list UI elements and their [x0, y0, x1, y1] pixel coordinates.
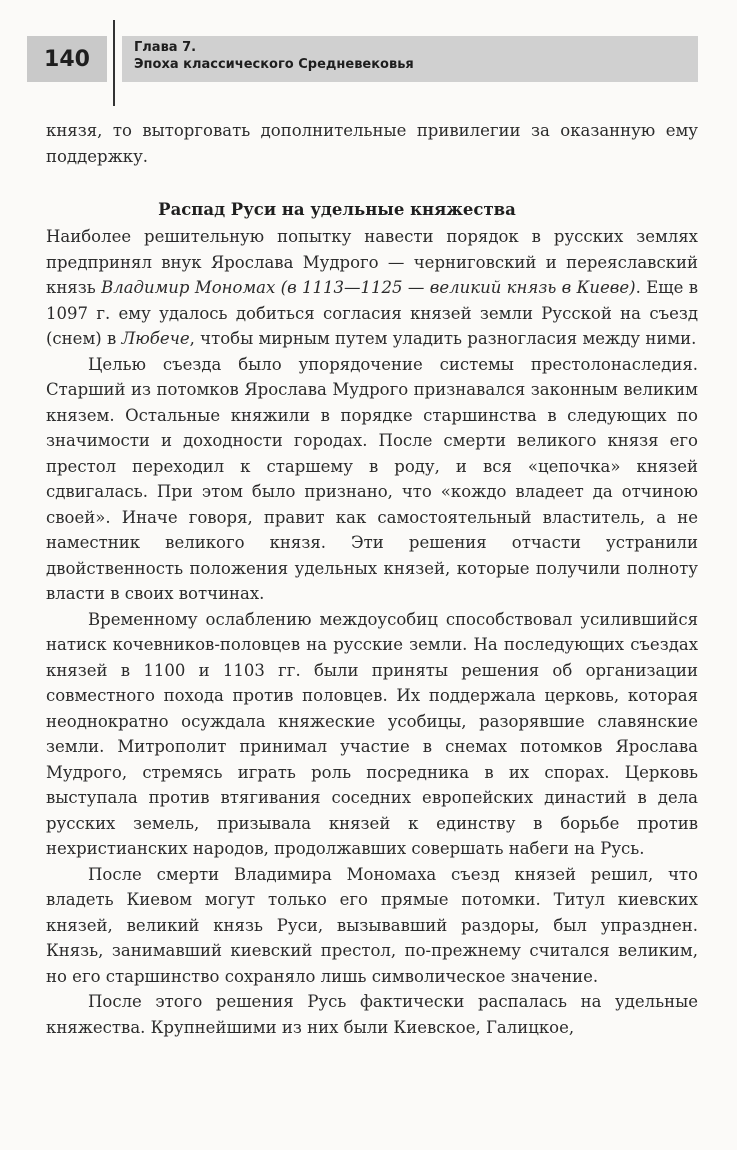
- paragraph-3: Временному ослаблению междоусобиц способствовал усилившийся натиск кочевников-половцев на русские земли. На последующих съездах князей в 1100 и 1103 гг. были приняты решения об организации совместного похода против половцев. Их поддержала церковь, которая неоднократно осуждала княжеские усобицы, разорявшие славянские земли. Митрополит принимал участие в снемах потомков Ярослава Мудрого, стремясь играть роль посредника в их спорах. Церковь выступала против втягивания соседних европейских династий в дела русских земель, призывала князей к единству в борьбе против нехристианских народов, продолжавших совершать набеги на Русь.: [46, 609, 698, 858]
- intro-text: [46, 118, 698, 169]
- paragraph-1-text-a: Наиболее решительную попытку навести порядок в русских землях предпринял внук Ярослава Мудрого — черниговский и переяславский князь: [46, 227, 698, 297]
- header-divider: [113, 20, 115, 106]
- monomakh-italic: Владимир Мономах (в 1113—1125 — великий князь в Киеве): [101, 278, 636, 297]
- chapter-label: Глава 7.: [134, 40, 197, 55]
- paragraph-1-text-b: . Еще в 1097 г. ему удалось добиться согласия князей земли Русской на съезд (снем) в: [46, 278, 698, 348]
- running-head: [134, 39, 414, 73]
- paragraph-continued: князя, то выторговать дополнительные привилегии за оказанную ему поддержку.: [46, 121, 698, 166]
- paragraph-1-text-c: , чтобы мирным путем уладить разногласия между ними.: [189, 329, 697, 348]
- paragraph-5: После этого решения Русь фактически распалась на удельные княжества. Крупнейшими из них были Киевское, Галицкое,: [46, 992, 698, 1037]
- paragraph-2: Целью съезда было упорядочение системы престолонаследия. Старший из потомков Ярослава Мудрого признавался законным великим князем. Остальные княжили в порядке старшинства в следующих по значимости и доходности городах. После смерти великого князя его престол переходил к старшему в роду, и вся «цепочка» князей сдвигалась. При этом было признано, что «кождо владеет да отчиною своей». Иначе говоря, правит как самостоятельный властитель, а не наместник великого князя. Эти решения отчасти устранили двойственность положения удельных князей, которые получили полноту власти в своих вотчинах.: [46, 354, 698, 603]
- chapter-title: Эпоха классического Средневековья: [134, 57, 414, 72]
- main-text: [46, 224, 698, 1040]
- lyubech-italic: Любече: [121, 329, 190, 348]
- page-number: 140: [27, 36, 107, 82]
- page-header: [0, 0, 737, 110]
- paragraph-1: [46, 224, 698, 352]
- paragraph-4: После смерти Владимира Мономаха съезд князей решил, что владеть Киевом могут только его прямые потомки. Титул киевских князей, великий князь Руси, вызывавший раздоры, был упразднен. Князь, занимавший киевский престол, по-прежнему считался великим, но его старшинство сохраняло лишь символическое значение.: [46, 864, 698, 986]
- section-heading: Распад Руси на удельные княжества: [158, 200, 516, 219]
